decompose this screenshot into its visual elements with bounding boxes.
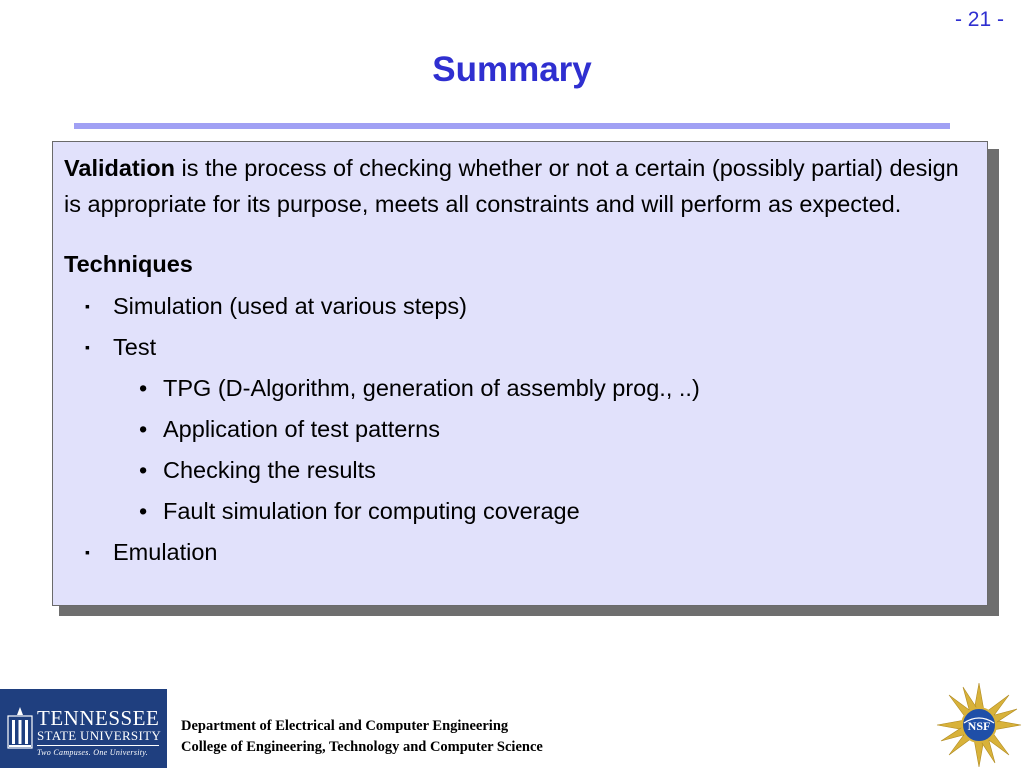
dot-bullet-icon: • <box>139 457 148 483</box>
dot-bullet-icon: • <box>139 498 148 524</box>
tsu-wordmark <box>37 707 161 757</box>
tsu-divider <box>37 745 159 746</box>
list-item-label: Emulation <box>113 539 218 565</box>
techniques-heading: Techniques <box>64 251 193 277</box>
college-name: College of Engineering, Technology and Computer Science <box>181 739 543 755</box>
footer-department <box>181 716 543 758</box>
square-bullet-icon: ▪ <box>85 544 90 560</box>
sub-list-item <box>64 450 969 491</box>
sub-list-item-label: TPG (D-Algorithm, generation of assembly prog., ..) <box>163 375 700 401</box>
slide-title: Summary <box>432 50 592 89</box>
content-body <box>64 150 969 573</box>
list-item <box>64 532 969 573</box>
list-item-label: Simulation (used at various steps) <box>113 293 467 319</box>
list-item-label: Test <box>113 334 157 360</box>
tsu-name-line1: TENNESSEE <box>37 706 160 730</box>
techniques-list <box>64 286 969 573</box>
tsu-tagline: Two Campuses. One University. <box>37 748 148 757</box>
page-number: - 21 - <box>954 8 1004 31</box>
tsu-seal-icon <box>7 706 33 750</box>
content-box <box>52 141 988 606</box>
validation-term: Validation <box>64 155 175 181</box>
sub-list-item <box>64 368 969 409</box>
dot-bullet-icon: • <box>139 416 148 442</box>
validation-definition <box>64 150 969 222</box>
tsu-name-line2: STATE UNIVERSITY <box>37 728 162 743</box>
nsf-logo-icon <box>934 680 1024 768</box>
tsu-logo <box>0 689 167 768</box>
list-item <box>64 286 969 327</box>
dot-bullet-icon: • <box>139 375 148 401</box>
sub-list-item <box>64 491 969 532</box>
validation-text: is the process of checking whether or not a certain (possibly partial) design is appropriate for its purpose, meets all constraints and will perform as expected. <box>64 155 959 217</box>
sub-list-item-label: Application of test patterns <box>163 416 440 442</box>
sub-list-item-label: Checking the results <box>163 457 376 483</box>
title-rule <box>74 123 950 129</box>
department-name: Department of Electrical and Computer Engineering <box>181 718 509 734</box>
nsf-label: NSF <box>967 719 991 733</box>
square-bullet-icon: ▪ <box>85 298 90 314</box>
list-item <box>64 327 969 368</box>
sub-list-item <box>64 409 969 450</box>
square-bullet-icon: ▪ <box>85 339 90 355</box>
sub-list-item-label: Fault simulation for computing coverage <box>163 498 580 524</box>
